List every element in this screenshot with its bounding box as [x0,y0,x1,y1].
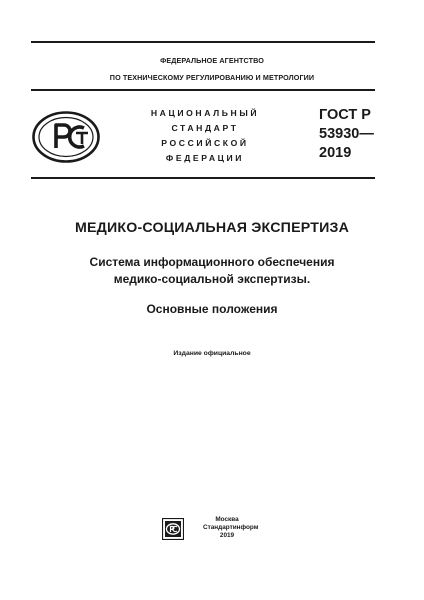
agency-line-1: ФЕДЕРАЛЬНОЕ АГЕНТСТВО [160,56,264,65]
designation-line-3: 2019 [319,145,352,161]
top-rule [31,41,375,43]
designation-rule [31,177,375,179]
designation-line-2: 53930— [319,126,374,142]
publisher-name: Стандартинформ [203,524,259,531]
designation-line-1: ГОСТ Р [319,107,371,123]
subtitle-line-1: Система информационного обеспечения [89,255,335,269]
standard-designation [319,106,399,163]
edition-note: Издание официальное [173,350,251,357]
document-part-title: Основные положения [146,302,278,316]
standartinform-logo-icon [162,518,184,545]
publisher-year: 2019 [219,532,235,539]
publisher-city: Москва [215,516,239,523]
gost-rst-emblem-icon [32,111,100,168]
header-rule [31,89,375,91]
national-standard-line-1: НАЦИОНАЛЬНЫЙ [150,108,260,118]
document-title: МЕДИКО-СОЦИАЛЬНАЯ ЭКСПЕРТИЗА [74,220,350,236]
national-standard-line-4: ФЕДЕРАЦИИ [165,153,245,163]
document-subtitle [0,254,424,288]
publisher-info [203,516,259,540]
national-standard-line-3: РОССИЙСКОЙ [161,138,249,148]
agency-line-2: ПО ТЕХНИЧЕСКОМУ РЕГУЛИРОВАНИЮ И МЕТРОЛОГИИ [109,73,315,82]
subtitle-line-2: медико-социальной экспертизы. [113,272,311,286]
national-standard-line-2: СТАНДАРТ [171,123,239,133]
